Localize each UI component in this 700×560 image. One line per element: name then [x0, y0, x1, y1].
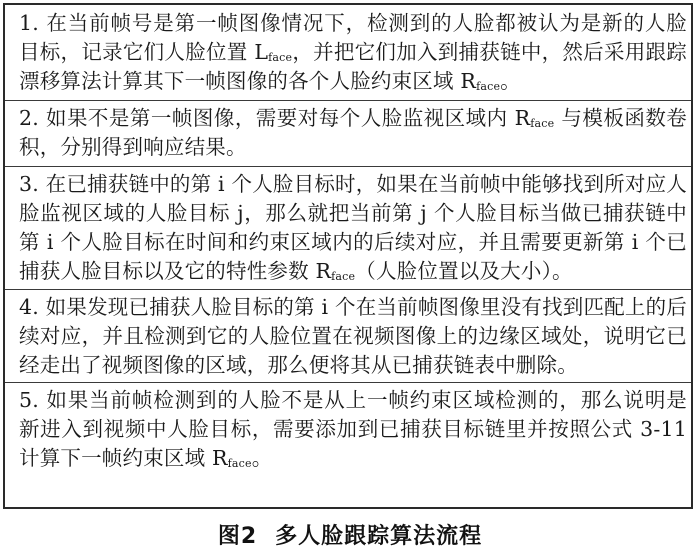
subscript-face: face — [476, 80, 501, 93]
step-text: 。 — [500, 69, 521, 93]
subscript-face: face — [331, 270, 356, 283]
figure-caption — [0, 519, 700, 550]
subscript-face: face — [530, 117, 555, 130]
step-text: 1. 在当前帧号是第一帧图像情况下，检测到的人脸都被认为是新的人脸目标，记录它们人脸位置 L — [19, 11, 687, 64]
step-text: ，并把它们加入到捕获链中，然后采用跟踪漂移算法计算其下一帧图像的各个人脸约束区域 R — [19, 40, 687, 93]
step-text: （人脸位置以及大小）。 — [355, 259, 573, 283]
figure-title: 多人脸跟踪算法流程 — [275, 524, 483, 549]
step-text: 4. 如果发现已捕获人脸目标的第 i 个在当前帧图像里没有找到匹配上的后续对应，并且检测到它的人脸位置在视频图像上的边缘区域处，说明它已经走出了视频图像的区域，那么便将其从已捕获链表中删除。 — [19, 295, 687, 377]
subscript-face: face — [227, 457, 252, 470]
step-3 — [19, 170, 687, 286]
algorithm-box — [3, 3, 693, 509]
step-text: 5. 如果当前帧检测到的人脸不是从上一帧约束区域检测的，那么说明是新进入到视频中人脸目标，需要添加到已捕获目标链里并按照公式 3-11 计算下一帧约束区域 R — [19, 388, 687, 470]
divider-1 — [5, 100, 691, 101]
step-text: 2. 如果不是第一帧图像，需要对每个人脸监视区域内 R — [19, 106, 531, 130]
subscript-face: face — [268, 51, 293, 64]
step-text: 。 — [251, 446, 273, 470]
step-1 — [19, 9, 687, 96]
divider-2 — [5, 166, 691, 167]
step-5 — [19, 386, 687, 473]
figure-number: 图2 — [217, 524, 258, 549]
divider-3 — [5, 289, 691, 290]
step-4 — [19, 293, 687, 380]
step-text: 3. 在已捕获链中的第 i 个人脸目标时，如果在当前帧中能够找到所对应人脸监视区域的人脸目标 j，那么就把当前第 j 个人脸目标当做已捕获链中第 i 个人脸目标在时间和约束区域内的后续对应，并且需要更新第 i 个已捕获人脸目标以及它的特性参数 R — [19, 172, 687, 283]
step-text: 与模板函数卷积，分别得到响应结果。 — [19, 106, 687, 159]
step-2 — [19, 104, 687, 162]
divider-4 — [5, 382, 691, 383]
